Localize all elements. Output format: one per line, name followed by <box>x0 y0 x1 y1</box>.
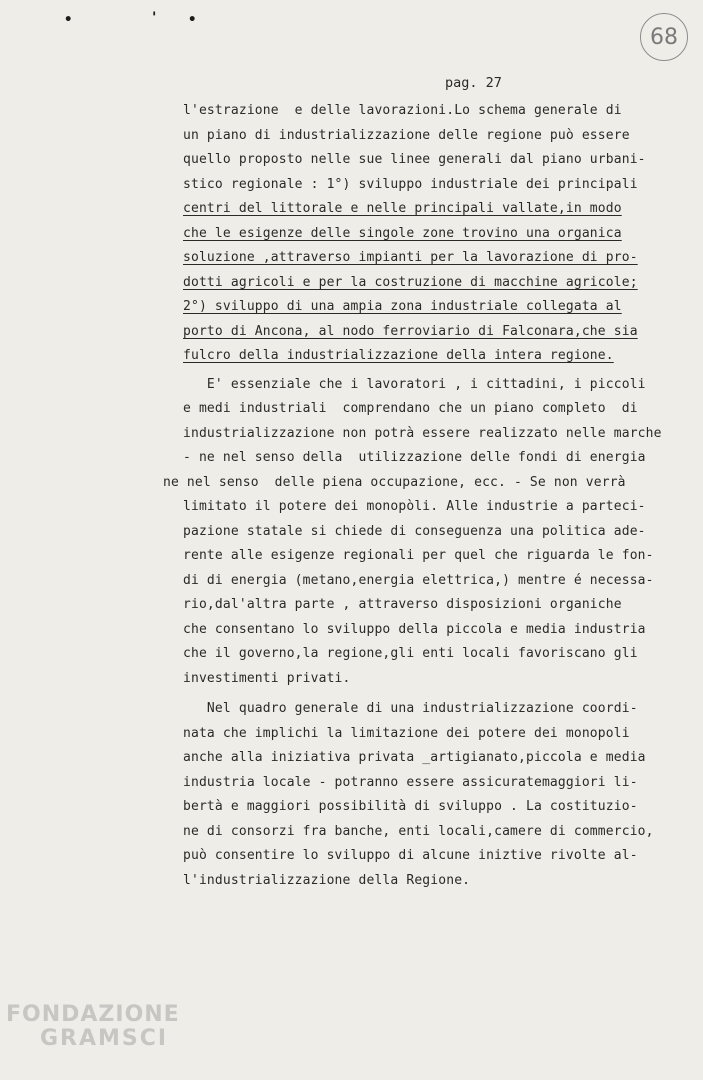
text-line: di di energia (metano,energia elettrica,) mentre é necessa- <box>183 573 654 588</box>
watermark-line-1: FONDAZIONE <box>6 1002 180 1027</box>
text-line: E' essenziale che i lavoratori , i cittadini, i piccoli <box>183 377 646 392</box>
text-line: 2°) sviluppo di una ampia zona industriale collegata al <box>183 299 622 314</box>
text-line: porto di Ancona, al nodo ferroviario di Falconara,che sia <box>183 324 638 339</box>
text-line: dotti agricoli e per la costruzione di macchine agricole; <box>183 275 638 290</box>
text-line: l'estrazione e delle lavorazioni.Lo schema generale di <box>183 103 622 118</box>
text-line: un piano di industrializzazione delle regione può essere <box>183 128 630 143</box>
archive-number-stamp <box>640 13 688 61</box>
corner-mark-tick: ' <box>150 10 159 26</box>
text-line: industrializzazione non potrà essere realizzato nelle marche <box>183 426 662 441</box>
text-line: fulcro della industrializzazione della intera regione. <box>183 348 614 363</box>
page-number: pag. 27 <box>445 75 502 91</box>
text-line: l'industrializzazione della Regione. <box>183 873 471 888</box>
text-line: limitato il potere dei monopòli. Alle industrie a parteci- <box>183 499 646 514</box>
text-line: bertà e maggiori possibilità di sviluppo . La costituzio- <box>183 799 638 814</box>
watermark-line-2: GRAMSCI <box>40 1026 169 1051</box>
text-line: industria locale - potranno essere assicuratemaggiori li- <box>183 775 638 790</box>
archive-number: 68 <box>650 24 678 50</box>
fondazione-gramsci-watermark <box>6 1003 180 1051</box>
text-line: centri del littorale e nelle principali vallate,in modo <box>183 201 622 216</box>
text-line: rente alle esigenze regionali per quel che riguarda le fon- <box>183 548 654 563</box>
text-line: che consentano lo sviluppo della piccola e media industria <box>183 622 646 637</box>
text-line: - ne nel senso della utilizzazione delle fondi di energia <box>183 450 646 465</box>
text-line: Nel quadro generale di una industrializzazione coordi- <box>183 701 638 716</box>
corner-mark-dot-left: • <box>64 12 73 28</box>
text-line: investimenti privati. <box>183 671 351 686</box>
text-line: quello proposto nelle sue linee generali dal piano urbani- <box>183 152 646 167</box>
text-line: pazione statale si chiede di conseguenza una politica ade- <box>183 524 646 539</box>
text-line: che le esigenze delle singole zone trovino una organica <box>183 226 622 241</box>
text-line: e medi industriali comprendano che un piano completo di <box>183 401 638 416</box>
text-line: ne di consorzi fra banche, enti locali,camere di commercio, <box>183 824 654 839</box>
corner-mark-dot-right: • <box>188 12 197 28</box>
text-line: rio,dal'altra parte , attraverso disposizioni organiche <box>183 597 622 612</box>
text-line: che il governo,la regione,gli enti locali favoriscano gli <box>183 646 638 661</box>
text-line: soluzione ,attraverso impianti per la lavorazione di pro- <box>183 250 638 265</box>
text-line: stico regionale : 1°) sviluppo industriale dei principali <box>183 177 638 192</box>
text-line: può consentire lo sviluppo di alcune iniztive rivolte al- <box>183 848 638 863</box>
text-line: nata che implichi la limitazione dei potere dei monopoli <box>183 726 630 741</box>
text-line: ne nel senso delle piena occupazione, ecc. - Se non verrà <box>163 475 626 490</box>
text-line: anche alla iniziativa privata _artigianato,piccola e media <box>183 750 646 765</box>
